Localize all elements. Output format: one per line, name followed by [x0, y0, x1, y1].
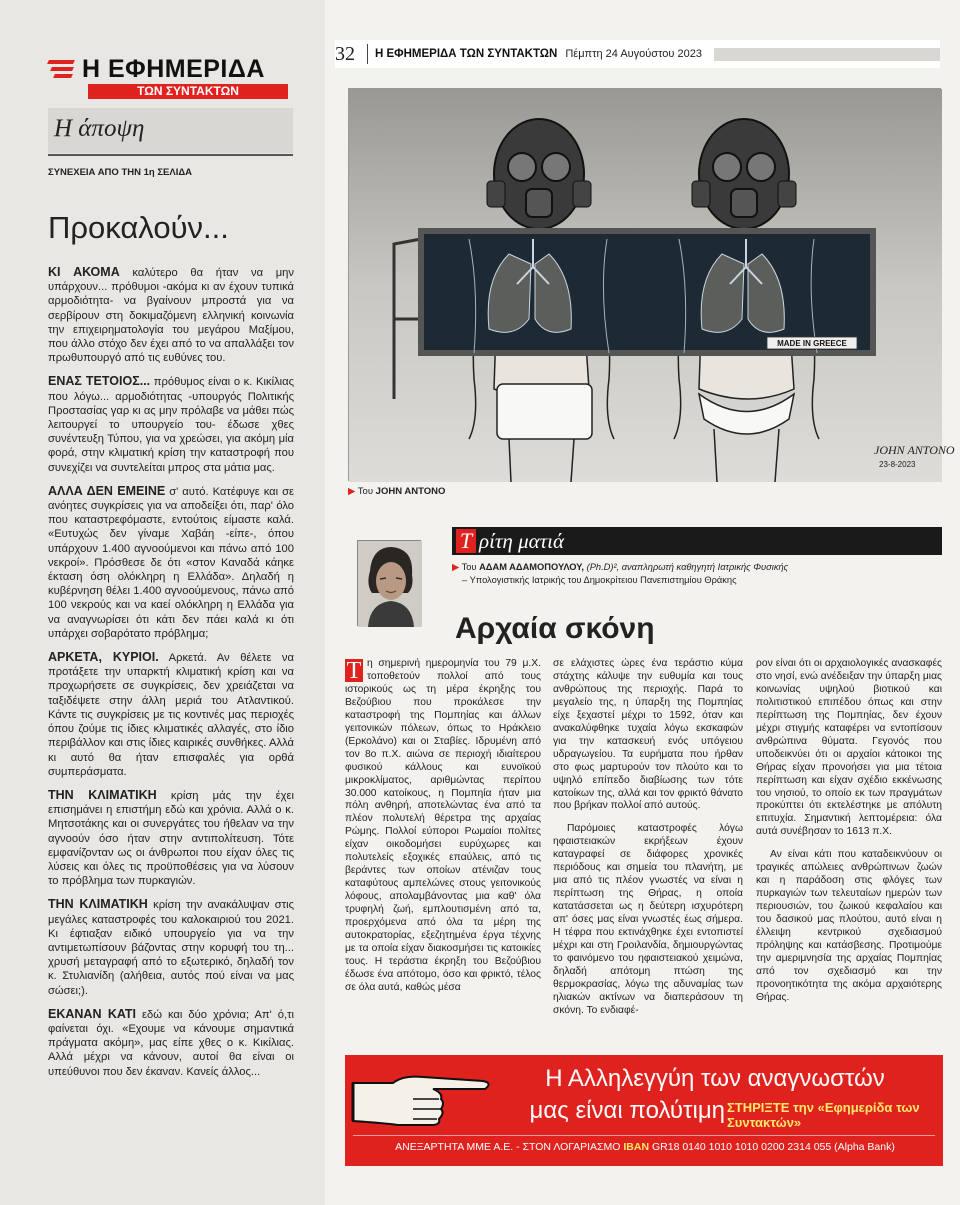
solidarity-banner[interactable] — [345, 1055, 943, 1166]
cartoon-date: 23-8-2023 — [879, 460, 916, 469]
section-initial: Τ — [456, 529, 476, 553]
pointing-hand-icon — [353, 1063, 493, 1133]
column-paragraph: ΤΗΝ ΚΛΙΜΑΤΙΚΗ κρίση μάς την έχει επισημάνει η επιστήμη εδώ και χρόνια. Αλλά ο κ. Μητσοτάκης και οι συνεργάτες του ήθελαν να την αγνοούν όσο ήταν στην αντιπολίτευση. Τότε εμφανίζονταν ως οι άνθρωποι που είχαν όλες τις λύσεις και όλες τις προϋποθέσεις για να λύσουν το πρόβλημα των πυρκαγιών. — [48, 787, 294, 888]
author-name: ΑΔΑΜ ΑΔΑΜΟΠΟΥΛΟΥ, — [479, 562, 585, 572]
drop-cap: Τ — [346, 658, 362, 684]
continued-note: ΣΥΝΕΧΕΙΑ ΑΠΟ ΤΗΝ 1η ΣΕΛΙΔΑ — [48, 167, 193, 178]
newspaper-logo — [48, 54, 293, 99]
section-title: Η άποψη — [54, 115, 145, 142]
article-section-header — [452, 527, 942, 555]
column-paragraph: ΤΗΝ ΚΛΙΜΑΤΙΚΗ κρίση την ανακάλυψαν στις μεγάλες καταστροφές του καλοκαιριού του 2021. Κι έφτιαξαν ειδικό υπουργείο για να την αντιμετωπίσουν βάζοντας στην κορυφή του τη... χρυσή μεταγραφή από το εξωτερικό, δηλαδή τον κ. Στυλιανίδη (αλήθεια, αυτός πού είναι να μας σώσει;). — [48, 897, 294, 997]
logo-title: Η ΕΦΗΜΕΡΙΔΑ — [82, 54, 265, 83]
logo-subtitle: ΤΩΝ ΣΥΝΤΑΚΤΩΝ — [88, 84, 288, 99]
triangle-icon: ▶ — [348, 486, 356, 497]
column-paragraph: ΕΝΑΣ ΤΕΤΟΙΟΣ... πρόθυμος είναι ο κ. Κικίλιας που λόγω... αρμοδιότητας -υπουργός Πολιτικής Προστασίας γαρ κι ας μην πρόλαβε να μάθει πώς λειτουργεί το υπουργείο του- έδωσε χθες συνέντευξη Τύπου, για να χρεώσει, για ακόμη μία φορά, στην κλιματική κρίση την καταστροφή που συνεχίζει να συντελείται μπρος στα μάτια μας. — [48, 374, 295, 474]
cartoon-credit: ▶ Του JOHN ANTONO — [348, 486, 446, 497]
bank-name: (Alpha Bank) — [834, 1141, 895, 1153]
article-column-3: ρον είναι ότι οι αρχαιολογικές ανασκαφές στο νησί, ενώ ανέδειξαν την ύπαρξη μιας κοινωνίας υψηλού βιοτικού και πολιτιστικού επιπέδου όπως και στην περίπτωση της Πομπηίας, δεν έχουν μέχρι στιγμής καταφέρει να εντοπίσουν ανθρώπινα θύματα. Γεγονός που υποδεικνύει ότι οι αρχαίοι κάτοικοι της Θήρας είχαν προνοήσει για μια τέτοια περίπτωση και είχαν σχέδιο εκκένωσης του νησιού, το οποίο εκ των πραγμάτων προκύπτει ότι εκτελέστηκε με απόλυτη επιτυχία. Σημαντική λεπτομέρεια: όλα αυτά συνέβησαν το 1613 π.Χ. Αν είναι κάτι που καταδεικνύουν οι τραγικές απώλειες ανθρώπινων ζωών και η παράδοση στις φλόγες των πυρκαγιών των τελευταίων ημερών των περιουσιών, του ζωικού κεφαλαίου και του δασικού μας πλούτου, αυτό είναι η έλλειψη κεντρικού σχεδιασμού πρόληψης και κατάσβεσης. Προτιμούμε την αμεριμνησία της αρχαίας Πομπηίας από τον σχεδιασμό και την προνοητικότητα της ακόμα αρχαιότερης Θήρας. — [756, 658, 942, 1003]
made-in-greece-label: MADE IN GREECE — [777, 339, 847, 348]
cartoon-gasmask-figures — [349, 89, 955, 482]
author-portrait-icon — [358, 541, 422, 627]
page-header-bar — [335, 40, 940, 68]
column-title: Προκαλούν... — [48, 210, 229, 245]
logo-stripes-icon — [48, 58, 78, 80]
iban-label: IBAN — [623, 1141, 650, 1153]
section-header — [48, 108, 293, 153]
article-byline: ▶ Του ΑΔΑΜ ΑΔΑΜΟΠΟΥΛΟΥ, (Ph.D)², αναπληρωτή καθηγητή Ιατρικής Φυσικής – Υπολογιστικής Ιατρικής του Δημοκρίτειου Πανεπιστημίου Θράκης — [452, 562, 789, 585]
column-paragraph: ΚΙ ΑΚΟΜΑ καλύτερο θα ήταν να μην υπάρχουν... πρόθυμοι -ακόμα κι αν έχουν τυπικά αρμοδιότητα- να βγαίνουν μπροστά για να σερβίρουν στη δοκιμαζόμενη ελληνική κοινωνία την επιχειρηματολογία του μεγάρου Μαξίμου, που άλλο στόχο δεν έχει από το να απαλλάξει τον πρωθυπουργό από τις ευθύνες του. — [48, 265, 294, 365]
iban-number: GR18 0140 1010 1010 0200 2314 055 — [651, 1141, 832, 1153]
column-paragraph: ΑΡΚΕΤΑ, ΚΥΡΙΟΙ. Αρκετά. Αν θέλετε να προτάξετε την υπαρκτή κλιματική κρίση και να προχωρήσετε σε συγκρίσεις, δεν χρειάζεται να ταξιδέψετε στην άλλη μεριά του Ατλαντικού. Κάντε τις συγκρίσεις με τις κοντινές μας περιοχές όπου ζούμε τις ίδιες κλιματικές αλλαγές, στο ίδιο περιβάλλον και στις ίδιες καιρικές συνθήκες. Αλλά κι αυτό θα ήταν επισφαλές για ορθά συμπεράσματα. — [48, 650, 294, 778]
column-paragraph: ΑΛΛΑ ΔΕΝ ΕΜΕΙΝΕ σ' αυτό. Κατέφυγε και σε ανόητες συγκρίσεις για να αποδείξει ότι, παρ' όλο που καταστρεφόμαστε, εντούτοις είμαστε καλά. «Ευτυχώς δεν γίναμε Χαβάη -είπε-, όπου υπάρχουν 1.400 αγνοούμενοι και πάνω από 100 νεκροί». Πρόσθεσε δε ότι «στον Καναδά κάηκε έκταση όση ολόκληρη η Ελλάδα». Δηλαδή η κυβέρνηση θέλει 1.400 αγνοούμενους, πάνω από 100 νεκρούς και να καεί ολόκληρη η Ελλάδα για να αναγνωρίσει ότι κάτι δεν πάει καλά κι ότι υπάρχει σοβαρότατο πρόβλημα; — [48, 483, 294, 640]
section-name: ρίτη ματιά — [479, 529, 565, 553]
cartoonist-name: JOHN ANTONO — [375, 486, 446, 497]
article-title: Αρχαία σκόνη — [455, 612, 655, 645]
cartoon-illustration — [348, 88, 955, 481]
banner-cta: ΣΤΗΡΙΞΤΕ την «Εφημερίδα των Συντακτών» — [727, 1100, 920, 1130]
article-column-1: Τ η σημερινή ημερομηνία του 79 μ.Χ. τοποθετούν πολλοί από τους ιστορικούς ως τη μέρα έκρηξης του Βεζούβιου που προκάλεσε την καταστροφή της Πομπηίας και άλλων γειτονικών πόλεων, όπως το Ηράκλειο (Ερκολάνο) και οι Σταβίες. Ιδρυμένη από τον 8ο π.Χ. αιώνα σε περιοχή ιδιαίτερου φυσικού κάλλους και ευνοϊκού μικροκλίματος, αριθμώντας περίπου 30.000 κατοίκους, η Πομπηία ήταν μια πόλη ανθηρή, αποτελώντας ένα από τα πλέον πολυτελή θέρετρα της αρχαίας Ρώμης. Πολλοί εύποροι Ρωμαίοι πολίτες είχαν οικοδομήσει ευρύχωρες και πολυτελείς εξοχικές επαύλεις, από τις βεράντες των οποίων ατένιζαν τους καταφύτους αμπελώνες στους γειτονικούς λόφους, απολαμβάνοντας μια καθ' όλα τρυφηλή ζωή, εμπλουτισμένη από τα, προερχόμενα από όλα τα μέρη της αυτοκρατορίας, εξεζητημένα έργα τέχνης με τα οποία είχαν διακοσμήσει τις κατοικίες τους. Η τεράστια έκρηξη του Βεζούβιου έδωσε ένα απότομο, όσο και φρικτό, τέλος σε όλα αυτά, καθώς μέσα — [345, 658, 541, 993]
banner-subheadline: μας είναι πολύτιμη — [529, 1097, 725, 1124]
column-paragraph: ΕΚΑΝΑΝ ΚΑΤΙ εδώ και δύο χρόνια; Απ' ό,τι φαίνεται όχι. «Εχουμε να κάνουμε σημαντικά πράγματα ακόμη», μας είπε χθες ο κ. Κικίλιας. Αλλά μέχρι να κάνουν, αυτοί θα είναι οι υπεύθυνοι που δεν έκαναν. Κανείς άλλος... — [48, 1006, 295, 1078]
banner-bank-info: ΑΝΕΞΑΡΤΗΤΑ ΜΜΕ Α.Ε. - ΣΤΟΝ ΛΟΓΑΡΙΑΣΜΟ IBAN GR18 0140 1010 1010 0200 2314 055 (Alpha Bank) — [395, 1141, 895, 1153]
author-photo — [357, 540, 421, 626]
article-column-2: σε ελάχιστες ώρες ένα τεράστιο κύμα στάχτης κάλυψε την ευθυμία και τους ανθρώπους της περιοχής. Παρά το μεγαλείο της, η ύπαρξη της Πομπηίας είχε ξεχαστεί μέχρι το 1592, όταν και ανακαλύφθηκε τυχαία λόγω εκσκαφών για την κατασκευή ενός υπόγειου υδραγωγείου. Τα ευρήματα που ήρθαν στο φως μαρτυρούν τον πλούτο και το υψηλό επίπεδο διαβίωσης των τότε κατοίκων της, αλλά και τον φρικτό θάνατο που βρήκαν πολλοί από αυτούς. Παρόμοιες καταστροφές λόγω ηφαιστειακών εκρήξεων έχουν καταγραφεί σε διάφορες χρονικές περιόδους και σημεία του πλανήτη, με μια από τις πλέον γνωστές να είναι η περίπτωση της Θήρας, η οποία κατατάσσεται ως η δεύτερη ισχυρότερη απ' όσες μας είναι γνωστές έως σήμερα. Η τέφρα που εκτινάχθηκε έχει εντοπιστεί μέχρι και στη Γροιλανδία, δημιουργώντας το φαινόμενο του ηφαιστειακού χειμώνα, δηλαδή απότομη πτώση της θερμοκρασίας, λόγω της αδυναμίας των ηλιακών ακτίνων να διαπεράσουν τη σκόνη. Το ενδιαφέ- — [553, 658, 743, 1016]
section-divider — [48, 154, 293, 156]
author-description: (Ph.D)², αναπληρωτή καθηγητή Ιατρικής Φυσικής — [586, 562, 789, 572]
banner-headline: Η Αλληλεγγύη των αναγνωστών — [545, 1065, 885, 1092]
author-description-2: – Υπολογιστικής Ιατρικής του Δημοκρίτειου Πανεπιστημίου Θράκης — [462, 575, 737, 585]
paper-name: Η ΕΦΗΜΕΡΙΔΑ ΤΩΝ ΣΥΝΤΑΚΤΩΝ — [375, 48, 558, 60]
column-text — [48, 265, 294, 1088]
cartoonist-signature: JOHN ANTONO — [874, 443, 955, 457]
page-number: 32 — [335, 42, 355, 65]
issue-date: Πέμπτη 24 Αυγούστου 2023 — [565, 48, 702, 60]
triangle-icon: ▶ — [452, 562, 460, 572]
